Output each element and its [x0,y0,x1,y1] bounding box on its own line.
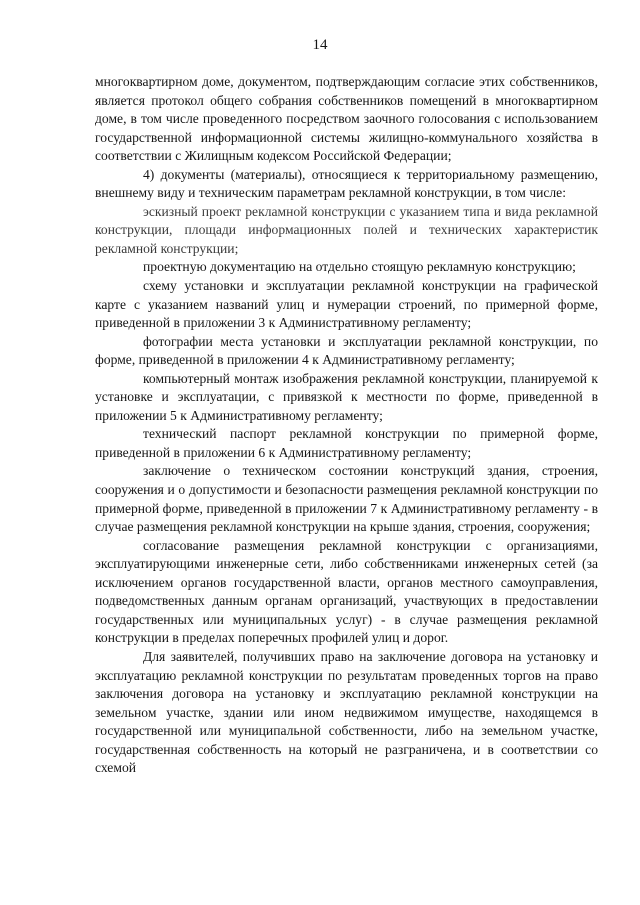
paragraph-computer-montage: компьютерный монтаж изображения рекламной конструкции, планируемой к установке и эксплуатации, с привязкой к местности по форме, приведенной в приложении 5 к Административному регламенту; [95,370,598,423]
paragraph-shared-ownership-consent: многоквартирном доме, документом, подтверждающим согласие этих собственников, является протокол общего собрания собственников помещений в многоквартирном доме, в том числе проведенного посредством заочного голосования с использованием государственной информационной системы жилищно-коммунального хозяйства в соответствии с Жилищным кодексом Российской Федерации; [95,74,598,164]
document-body [95,73,598,778]
paragraph-technical-condition-conclusion: заключение о техническом состоянии конструкций здания, строения, сооружения и о допустимости и безопасности размещения рекламной конструкции по примерной форме, приведенной в приложении 7 к Административному регламенту - в случае размещения рекламной конструкции на крыше здания, строения, сооружения; [95,463,598,535]
paragraph-item-4-documents: 4) документы (материалы), относящиеся к территориальному размещению, внешнему виду и техническим параметрам рекламной конструкции, в том числе: [95,166,598,201]
paragraph-sketch-project: эскизный проект рекламной конструкции с указанием типа и вида рекламной конструкции, площади информационных полей и технических характеристик рекламной конструкции; [95,203,598,256]
paragraph-site-photos: фотографии места установки и эксплуатации рекламной конструкции, по форме, приведенной в приложении 4 к Административному регламенту; [95,333,598,368]
page-number: 14 [312,37,328,53]
paragraph-project-documentation: проектную документацию на отдельно стоящую рекламную конструкцию; [143,259,576,275]
paragraph-installation-scheme: схему установки и эксплуатации рекламной конструкции на графической карте с указанием названий улиц и нумерации строений, по примерной форме, приведенной в приложении 3 к Административному регламенту; [95,278,598,331]
paragraph-utility-networks-approval: согласование размещения рекламной конструкции с организациями, эксплуатирующими инженерные сети, либо собственниками инженерных сетей (за исключением органов государственной власти, органов местного самоуправления, подведомственных данным органам организаций, участвующих в предоставлении государственных или муниципальных услуг) - в случае размещения рекламной конструкции в пределах поперечных профилей улиц и дорог. [95,537,598,646]
paragraph-tender-applicants: Для заявителей, получивших право на заключение договора на установку и эксплуатацию рекламной конструкции по результатам проведенных торгов на право заключения договора на установку и эксплуатацию рекламной конструкции на земельном участке, здании или ином недвижимом имуществе, находящемся в государственной или муниципальной собственности, либо на земельном участке, государственная собственность на который не разграничена, и в соответствии со схемой [95,648,598,776]
paragraph-technical-passport: технический паспорт рекламной конструкции по примерной форме, приведенной в приложении 6 к Административному регламенту; [95,426,598,460]
